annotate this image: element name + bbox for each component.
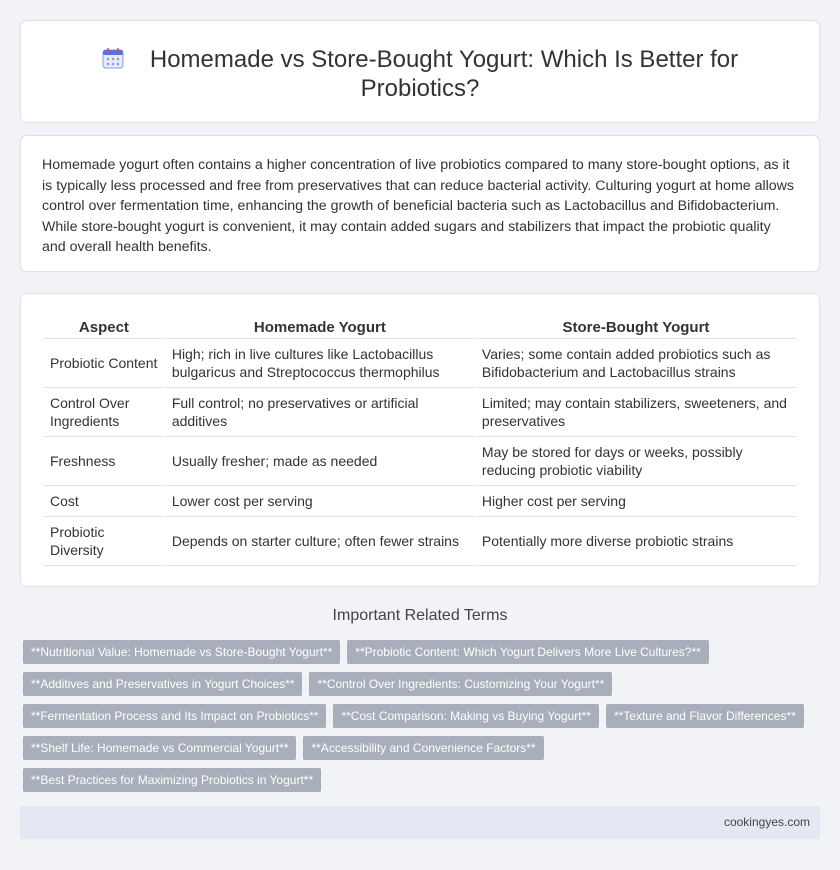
homemade-cell: Usually fresher; made as needed <box>166 437 474 486</box>
store-bought-cell: Limited; may contain stabilizers, sweeteners, and preservatives <box>476 388 796 437</box>
aspect-cell: Cost <box>44 486 164 517</box>
tag-row <box>23 672 823 696</box>
store-bought-cell: Varies; some contain added probiotics such as Bifidobacterium and Lactobacillus strains <box>476 339 796 388</box>
tag-row <box>23 704 823 728</box>
table-row <box>44 517 796 566</box>
related-term-tag[interactable]: **Shelf Life: Homemade vs Commercial Yogurt** <box>23 736 296 760</box>
aspect-cell: Probiotic Diversity <box>44 517 164 566</box>
table-row <box>44 339 796 388</box>
store-bought-cell: May be stored for days or weeks, possibly reducing probiotic viability <box>476 437 796 486</box>
homemade-cell: High; rich in live cultures like Lactobacillus bulgaricus and Streptococcus thermophilus <box>166 339 474 388</box>
related-term-tag[interactable]: **Best Practices for Maximizing Probiotics in Yogurt** <box>23 768 321 792</box>
store-bought-cell: Potentially more diverse probiotic strains <box>476 517 796 566</box>
aspect-cell: Probiotic Content <box>44 339 164 388</box>
store-bought-cell: Higher cost per serving <box>476 486 796 517</box>
footer <box>20 806 820 839</box>
intro-paragraph: Homemade yogurt often contains a higher concentration of live probiotics compared to many store-bought options, as it is typically less processed and free from preservatives that can reduce bacterial activity. Culturing yogurt at home allows control over fermentation time, enhancing the growth of beneficial bacteria such as Lactobacillus and Bifidobacterium. While store-bought yogurt is convenient, it may contain added sugars and stabilizers that impact the probiotic quality and overall health benefits. <box>42 157 795 255</box>
related-term-tag[interactable]: **Nutritional Value: Homemade vs Store-Bought Yogurt** <box>23 640 340 664</box>
tag-row <box>23 640 823 664</box>
header-store-bought: Store-Bought Yogurt <box>476 315 796 339</box>
related-term-tag[interactable]: **Texture and Flavor Differences** <box>606 704 804 728</box>
table-row <box>44 486 796 517</box>
tag-row <box>23 736 823 760</box>
intro-card <box>20 135 820 272</box>
tag-row <box>23 768 823 792</box>
related-terms-title: Important Related Terms <box>332 607 508 624</box>
header-aspect: Aspect <box>44 315 164 339</box>
table-row <box>44 437 796 486</box>
header-homemade: Homemade Yogurt <box>166 315 474 339</box>
related-term-tag[interactable]: **Cost Comparison: Making vs Buying Yogurt** <box>333 704 598 728</box>
title-card <box>20 20 820 123</box>
related-term-tag[interactable]: **Control Over Ingredients: Customizing Your Yogurt** <box>309 672 612 696</box>
table-header-row <box>44 315 796 339</box>
footer-site-link[interactable]: cookingyes.com <box>723 815 810 829</box>
aspect-cell: Freshness <box>44 437 164 486</box>
related-terms-list <box>23 640 823 800</box>
homemade-cell: Full control; no preservatives or artificial additives <box>166 388 474 437</box>
comparison-card <box>20 293 820 587</box>
homemade-cell: Depends on starter culture; often fewer strains <box>166 517 474 566</box>
homemade-cell: Lower cost per serving <box>166 486 474 517</box>
calendar-icon <box>102 47 124 69</box>
related-term-tag[interactable]: **Probiotic Content: Which Yogurt Delivers More Live Cultures?** <box>347 640 709 664</box>
table-row <box>44 388 796 437</box>
related-term-tag[interactable]: **Fermentation Process and Its Impact on Probiotics** <box>23 704 326 728</box>
comparison-table <box>42 315 798 566</box>
related-term-tag[interactable]: **Accessibility and Convenience Factors** <box>303 736 543 760</box>
related-term-tag[interactable]: **Additives and Preservatives in Yogurt Choices** <box>23 672 302 696</box>
page-title: Homemade vs Store-Bought Yogurt: Which Is Better for Probiotics? <box>149 46 739 102</box>
aspect-cell: Control Over Ingredients <box>44 388 164 437</box>
page-title-wrap <box>21 45 819 103</box>
